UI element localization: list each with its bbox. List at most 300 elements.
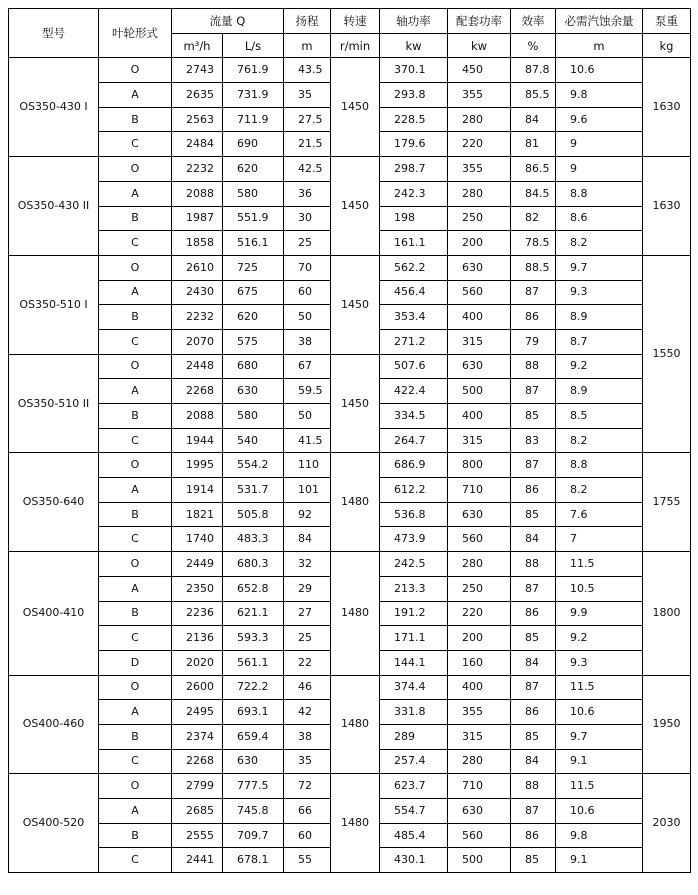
efficiency-cell: 87 [511, 280, 556, 305]
flow-ls-cell: 761.9 [223, 58, 284, 83]
head-cell: 67 [284, 354, 331, 379]
npshr-cell: 8.8 [556, 181, 643, 206]
header-model: 型号 [9, 9, 99, 58]
motor-power-cell: 280 [448, 552, 511, 577]
shaft-power-cell: 271.2 [380, 329, 448, 354]
motor-power-cell: 250 [448, 576, 511, 601]
impeller-cell: B [99, 502, 172, 527]
shaft-power-cell: 334.5 [380, 404, 448, 429]
flow-m3h-cell: 2088 [172, 404, 223, 429]
shaft-power-cell: 456.4 [380, 280, 448, 305]
shaft-power-cell: 331.8 [380, 700, 448, 725]
motor-power-cell: 355 [448, 157, 511, 182]
impeller-cell: A [99, 576, 172, 601]
impeller-cell: O [99, 453, 172, 478]
flow-m3h-cell: 2555 [172, 823, 223, 848]
speed-cell: 1480 [331, 774, 380, 873]
model-cell: OS400-460 [9, 675, 99, 774]
efficiency-cell: 87.8 [511, 58, 556, 83]
efficiency-cell: 78.5 [511, 231, 556, 256]
flow-m3h-cell: 2610 [172, 255, 223, 280]
motor-power-cell: 400 [448, 305, 511, 330]
npshr-cell: 9.3 [556, 280, 643, 305]
efficiency-cell: 86 [511, 823, 556, 848]
npshr-cell: 8.9 [556, 379, 643, 404]
motor-power-cell: 250 [448, 206, 511, 231]
impeller-cell: C [99, 848, 172, 873]
header-impeller: 叶轮形式 [99, 9, 172, 58]
unit-weight: kg [643, 33, 691, 58]
weight-cell: 1630 [643, 58, 691, 157]
impeller-cell: D [99, 650, 172, 675]
npshr-cell: 9.2 [556, 626, 643, 651]
flow-m3h-cell: 2268 [172, 749, 223, 774]
flow-ls-cell: 680.3 [223, 552, 284, 577]
head-cell: 22 [284, 650, 331, 675]
flow-m3h-cell: 1987 [172, 206, 223, 231]
table-row [9, 453, 691, 478]
head-cell: 29 [284, 576, 331, 601]
flow-ls-cell: 580 [223, 181, 284, 206]
impeller-cell: C [99, 527, 172, 552]
impeller-cell: B [99, 724, 172, 749]
unit-efficiency: % [511, 33, 556, 58]
flow-m3h-cell: 2232 [172, 157, 223, 182]
speed-cell: 1480 [331, 675, 380, 774]
npshr-cell: 7 [556, 527, 643, 552]
motor-power-cell: 220 [448, 132, 511, 157]
motor-power-cell: 315 [448, 428, 511, 453]
unit-npshr: m [556, 33, 643, 58]
head-cell: 84 [284, 527, 331, 552]
npshr-cell: 8.2 [556, 478, 643, 503]
table-row [9, 354, 691, 379]
shaft-power-cell: 430.1 [380, 848, 448, 873]
head-cell: 32 [284, 552, 331, 577]
weight-cell: 1800 [643, 552, 691, 675]
flow-m3h-cell: 2495 [172, 700, 223, 725]
flow-m3h-cell: 2350 [172, 576, 223, 601]
motor-power-cell: 200 [448, 626, 511, 651]
flow-ls-cell: 659.4 [223, 724, 284, 749]
weight-cell: 1630 [643, 157, 691, 256]
motor-power-cell: 220 [448, 601, 511, 626]
weight-cell: 1950 [643, 675, 691, 774]
npshr-cell: 9 [556, 132, 643, 157]
unit-motor-power: kw [448, 33, 511, 58]
shaft-power-cell: 507.6 [380, 354, 448, 379]
header-npshr: 必需汽蚀余量 [556, 9, 643, 34]
npshr-cell: 8.2 [556, 231, 643, 256]
motor-power-cell: 355 [448, 83, 511, 108]
npshr-cell: 9.8 [556, 823, 643, 848]
head-cell: 72 [284, 774, 331, 799]
model-cell: OS350-510 I [9, 255, 99, 354]
impeller-cell: A [99, 799, 172, 824]
head-cell: 25 [284, 231, 331, 256]
flow-m3h-cell: 2448 [172, 354, 223, 379]
header-efficiency: 效率 [511, 9, 556, 34]
efficiency-cell: 88.5 [511, 255, 556, 280]
header-head: 扬程 [284, 9, 331, 34]
shaft-power-cell: 353.4 [380, 305, 448, 330]
flow-ls-cell: 554.2 [223, 453, 284, 478]
header-shaft-power: 轴功率 [380, 9, 448, 34]
npshr-cell: 8.8 [556, 453, 643, 478]
flow-m3h-cell: 2685 [172, 799, 223, 824]
head-cell: 35 [284, 749, 331, 774]
efficiency-cell: 85 [511, 404, 556, 429]
shaft-power-cell: 293.8 [380, 83, 448, 108]
spec-sheet [8, 8, 691, 873]
table-row [9, 675, 691, 700]
flow-m3h-cell: 1821 [172, 502, 223, 527]
npshr-cell: 9.6 [556, 107, 643, 132]
table-row [9, 157, 691, 182]
head-cell: 46 [284, 675, 331, 700]
shaft-power-cell: 562.2 [380, 255, 448, 280]
impeller-cell: B [99, 601, 172, 626]
flow-ls-cell: 620 [223, 305, 284, 330]
head-cell: 35 [284, 83, 331, 108]
header-motor-power: 配套功率 [448, 9, 511, 34]
unit-flow-ls: L/s [223, 33, 284, 58]
impeller-cell: A [99, 280, 172, 305]
efficiency-cell: 88 [511, 774, 556, 799]
flow-ls-cell: 652.8 [223, 576, 284, 601]
npshr-cell: 10.6 [556, 700, 643, 725]
npshr-cell: 10.6 [556, 799, 643, 824]
motor-power-cell: 710 [448, 774, 511, 799]
head-cell: 25 [284, 626, 331, 651]
efficiency-cell: 88 [511, 552, 556, 577]
impeller-cell: O [99, 675, 172, 700]
shaft-power-cell: 374.4 [380, 675, 448, 700]
efficiency-cell: 88 [511, 354, 556, 379]
impeller-cell: A [99, 83, 172, 108]
efficiency-cell: 84 [511, 107, 556, 132]
head-cell: 36 [284, 181, 331, 206]
shaft-power-cell: 298.7 [380, 157, 448, 182]
shaft-power-cell: 686.9 [380, 453, 448, 478]
head-cell: 55 [284, 848, 331, 873]
head-cell: 42.5 [284, 157, 331, 182]
speed-cell: 1480 [331, 552, 380, 675]
shaft-power-cell: 144.1 [380, 650, 448, 675]
flow-ls-cell: 621.1 [223, 601, 284, 626]
shaft-power-cell: 612.2 [380, 478, 448, 503]
npshr-cell: 8.9 [556, 305, 643, 330]
impeller-cell: O [99, 354, 172, 379]
flow-ls-cell: 709.7 [223, 823, 284, 848]
efficiency-cell: 79 [511, 329, 556, 354]
shaft-power-cell: 242.3 [380, 181, 448, 206]
impeller-cell: C [99, 231, 172, 256]
efficiency-cell: 87 [511, 799, 556, 824]
model-cell: OS350-430 I [9, 58, 99, 157]
npshr-cell: 11.5 [556, 552, 643, 577]
pump-performance-table [8, 8, 691, 873]
header-row-titles [9, 9, 691, 34]
impeller-cell: C [99, 626, 172, 651]
flow-ls-cell: 516.1 [223, 231, 284, 256]
model-cell: OS350-430 II [9, 157, 99, 256]
head-cell: 42 [284, 700, 331, 725]
header-weight: 泵重 [643, 9, 691, 34]
npshr-cell: 8.2 [556, 428, 643, 453]
motor-power-cell: 280 [448, 107, 511, 132]
impeller-cell: O [99, 58, 172, 83]
impeller-cell: O [99, 157, 172, 182]
header-flow: 流量 Q [172, 9, 284, 34]
npshr-cell: 10.5 [556, 576, 643, 601]
flow-ls-cell: 725 [223, 255, 284, 280]
table-row [9, 58, 691, 83]
head-cell: 30 [284, 206, 331, 231]
motor-power-cell: 315 [448, 329, 511, 354]
efficiency-cell: 81 [511, 132, 556, 157]
flow-m3h-cell: 1740 [172, 527, 223, 552]
impeller-cell: A [99, 379, 172, 404]
motor-power-cell: 560 [448, 280, 511, 305]
impeller-cell: C [99, 329, 172, 354]
impeller-cell: B [99, 404, 172, 429]
efficiency-cell: 87 [511, 576, 556, 601]
shaft-power-cell: 242.5 [380, 552, 448, 577]
efficiency-cell: 86 [511, 700, 556, 725]
flow-m3h-cell: 2441 [172, 848, 223, 873]
head-cell: 92 [284, 502, 331, 527]
impeller-cell: B [99, 107, 172, 132]
flow-m3h-cell: 2236 [172, 601, 223, 626]
flow-m3h-cell: 2635 [172, 83, 223, 108]
motor-power-cell: 200 [448, 231, 511, 256]
shaft-power-cell: 171.1 [380, 626, 448, 651]
motor-power-cell: 355 [448, 700, 511, 725]
npshr-cell: 7.6 [556, 502, 643, 527]
shaft-power-cell: 257.4 [380, 749, 448, 774]
npshr-cell: 9.1 [556, 749, 643, 774]
efficiency-cell: 87 [511, 453, 556, 478]
motor-power-cell: 280 [448, 181, 511, 206]
flow-m3h-cell: 2020 [172, 650, 223, 675]
motor-power-cell: 160 [448, 650, 511, 675]
npshr-cell: 9.2 [556, 354, 643, 379]
shaft-power-cell: 422.4 [380, 379, 448, 404]
npshr-cell: 9.1 [556, 848, 643, 873]
motor-power-cell: 450 [448, 58, 511, 83]
flow-ls-cell: 620 [223, 157, 284, 182]
flow-m3h-cell: 2268 [172, 379, 223, 404]
npshr-cell: 9.3 [556, 650, 643, 675]
npshr-cell: 9.9 [556, 601, 643, 626]
motor-power-cell: 630 [448, 255, 511, 280]
flow-ls-cell: 483.3 [223, 527, 284, 552]
head-cell: 60 [284, 280, 331, 305]
efficiency-cell: 85.5 [511, 83, 556, 108]
head-cell: 70 [284, 255, 331, 280]
efficiency-cell: 84.5 [511, 181, 556, 206]
flow-m3h-cell: 2136 [172, 626, 223, 651]
motor-power-cell: 500 [448, 379, 511, 404]
motor-power-cell: 710 [448, 478, 511, 503]
speed-cell: 1480 [331, 453, 380, 552]
flow-ls-cell: 690 [223, 132, 284, 157]
flow-ls-cell: 711.9 [223, 107, 284, 132]
motor-power-cell: 630 [448, 354, 511, 379]
npshr-cell: 8.6 [556, 206, 643, 231]
flow-ls-cell: 575 [223, 329, 284, 354]
head-cell: 66 [284, 799, 331, 824]
shaft-power-cell: 536.8 [380, 502, 448, 527]
efficiency-cell: 86 [511, 601, 556, 626]
shaft-power-cell: 179.6 [380, 132, 448, 157]
npshr-cell: 8.5 [556, 404, 643, 429]
shaft-power-cell: 213.3 [380, 576, 448, 601]
table-row [9, 255, 691, 280]
shaft-power-cell: 228.5 [380, 107, 448, 132]
impeller-cell: C [99, 749, 172, 774]
flow-ls-cell: 593.3 [223, 626, 284, 651]
head-cell: 59.5 [284, 379, 331, 404]
table-row [9, 552, 691, 577]
flow-m3h-cell: 2600 [172, 675, 223, 700]
impeller-cell: O [99, 774, 172, 799]
flow-ls-cell: 745.8 [223, 799, 284, 824]
impeller-cell: C [99, 428, 172, 453]
flow-m3h-cell: 2563 [172, 107, 223, 132]
head-cell: 41.5 [284, 428, 331, 453]
shaft-power-cell: 485.4 [380, 823, 448, 848]
efficiency-cell: 85 [511, 724, 556, 749]
flow-ls-cell: 580 [223, 404, 284, 429]
impeller-cell: A [99, 700, 172, 725]
shaft-power-cell: 264.7 [380, 428, 448, 453]
impeller-cell: B [99, 305, 172, 330]
flow-ls-cell: 505.8 [223, 502, 284, 527]
impeller-cell: O [99, 552, 172, 577]
head-cell: 43.5 [284, 58, 331, 83]
shaft-power-cell: 161.1 [380, 231, 448, 256]
motor-power-cell: 500 [448, 848, 511, 873]
flow-ls-cell: 678.1 [223, 848, 284, 873]
motor-power-cell: 400 [448, 675, 511, 700]
flow-ls-cell: 777.5 [223, 774, 284, 799]
flow-m3h-cell: 2799 [172, 774, 223, 799]
flow-m3h-cell: 2449 [172, 552, 223, 577]
impeller-cell: A [99, 181, 172, 206]
head-cell: 27.5 [284, 107, 331, 132]
flow-ls-cell: 531.7 [223, 478, 284, 503]
efficiency-cell: 85 [511, 502, 556, 527]
flow-ls-cell: 630 [223, 749, 284, 774]
motor-power-cell: 800 [448, 453, 511, 478]
flow-m3h-cell: 2743 [172, 58, 223, 83]
speed-cell: 1450 [331, 58, 380, 157]
npshr-cell: 11.5 [556, 774, 643, 799]
shaft-power-cell: 191.2 [380, 601, 448, 626]
head-cell: 27 [284, 601, 331, 626]
motor-power-cell: 315 [448, 724, 511, 749]
efficiency-cell: 85 [511, 626, 556, 651]
unit-shaft-power: kw [380, 33, 448, 58]
npshr-cell: 8.7 [556, 329, 643, 354]
head-cell: 101 [284, 478, 331, 503]
weight-cell: 1550 [643, 255, 691, 453]
motor-power-cell: 400 [448, 404, 511, 429]
efficiency-cell: 87 [511, 379, 556, 404]
impeller-cell: A [99, 478, 172, 503]
flow-m3h-cell: 2430 [172, 280, 223, 305]
flow-ls-cell: 731.9 [223, 83, 284, 108]
efficiency-cell: 86 [511, 305, 556, 330]
motor-power-cell: 560 [448, 527, 511, 552]
flow-ls-cell: 540 [223, 428, 284, 453]
efficiency-cell: 84 [511, 650, 556, 675]
head-cell: 21.5 [284, 132, 331, 157]
model-cell: OS350-510 II [9, 354, 99, 453]
efficiency-cell: 86.5 [511, 157, 556, 182]
model-cell: OS400-410 [9, 552, 99, 675]
efficiency-cell: 85 [511, 848, 556, 873]
motor-power-cell: 560 [448, 823, 511, 848]
flow-ls-cell: 675 [223, 280, 284, 305]
impeller-cell: B [99, 206, 172, 231]
motor-power-cell: 630 [448, 799, 511, 824]
table-header [9, 9, 691, 58]
flow-m3h-cell: 1858 [172, 231, 223, 256]
flow-m3h-cell: 1995 [172, 453, 223, 478]
shaft-power-cell: 198 [380, 206, 448, 231]
head-cell: 110 [284, 453, 331, 478]
impeller-cell: O [99, 255, 172, 280]
flow-m3h-cell: 2088 [172, 181, 223, 206]
shaft-power-cell: 370.1 [380, 58, 448, 83]
flow-ls-cell: 680 [223, 354, 284, 379]
head-cell: 60 [284, 823, 331, 848]
efficiency-cell: 82 [511, 206, 556, 231]
flow-ls-cell: 561.1 [223, 650, 284, 675]
flow-ls-cell: 693.1 [223, 700, 284, 725]
npshr-cell: 9.7 [556, 724, 643, 749]
flow-ls-cell: 551.9 [223, 206, 284, 231]
shaft-power-cell: 473.9 [380, 527, 448, 552]
shaft-power-cell: 623.7 [380, 774, 448, 799]
flow-m3h-cell: 1914 [172, 478, 223, 503]
impeller-cell: C [99, 132, 172, 157]
head-cell: 38 [284, 329, 331, 354]
unit-speed: r/min [331, 33, 380, 58]
flow-m3h-cell: 1944 [172, 428, 223, 453]
flow-m3h-cell: 2374 [172, 724, 223, 749]
impeller-cell: B [99, 823, 172, 848]
flow-m3h-cell: 2232 [172, 305, 223, 330]
flow-ls-cell: 722.2 [223, 675, 284, 700]
npshr-cell: 9.7 [556, 255, 643, 280]
efficiency-cell: 87 [511, 675, 556, 700]
motor-power-cell: 280 [448, 749, 511, 774]
flow-m3h-cell: 2484 [172, 132, 223, 157]
npshr-cell: 10.6 [556, 58, 643, 83]
efficiency-cell: 86 [511, 478, 556, 503]
motor-power-cell: 630 [448, 502, 511, 527]
shaft-power-cell: 554.7 [380, 799, 448, 824]
npshr-cell: 11.5 [556, 675, 643, 700]
head-cell: 50 [284, 404, 331, 429]
table-row [9, 774, 691, 799]
weight-cell: 2030 [643, 774, 691, 873]
speed-cell: 1450 [331, 255, 380, 354]
